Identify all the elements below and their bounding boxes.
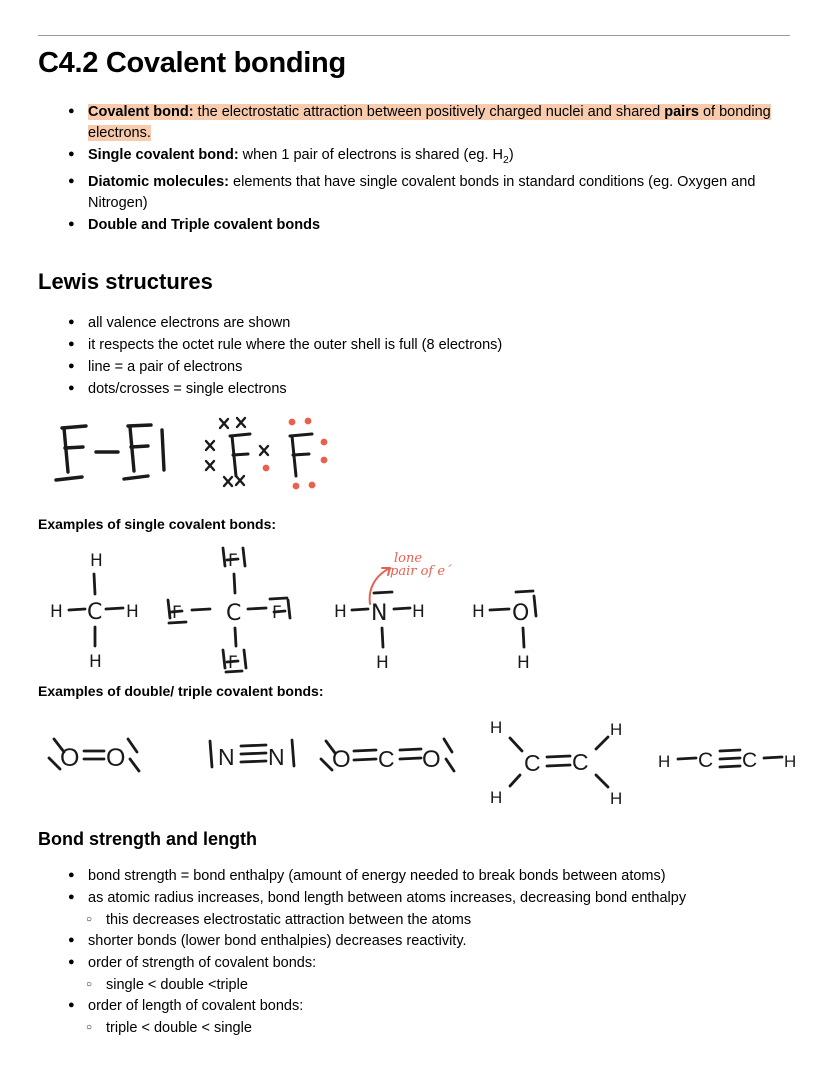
- atom-label-c: C: [87, 599, 103, 625]
- atom-label-o: O: [106, 743, 126, 772]
- atom-label-c: C: [572, 748, 589, 775]
- molecule-n2: [210, 740, 294, 770]
- caption-multi-bonds: Examples of double/ triple covalent bonds:: [38, 682, 324, 699]
- list-item: [62, 1018, 790, 1039]
- list-item: [62, 335, 790, 356]
- definition-text: elements that have single covalent bonds in standard conditions (eg. Oxygen and Nitrogen): [88, 173, 756, 211]
- list-item: [62, 910, 790, 931]
- list-item: [62, 866, 790, 887]
- list-item: [62, 996, 790, 1017]
- list-item-label: order of length of covalent bonds:: [88, 997, 304, 1014]
- atom-label-o: O: [332, 745, 351, 773]
- electron-dot: [263, 464, 270, 471]
- atom-label-h: H: [90, 550, 103, 571]
- section-heading-lewis: Lewis structures: [38, 268, 213, 294]
- molecule-nh3: [334, 592, 425, 673]
- multi-bond-molecule-diagrams: [38, 713, 798, 813]
- term-label: Diatomic molecules:: [88, 173, 230, 190]
- atom-label-h: H: [490, 717, 503, 737]
- list-item: [62, 313, 790, 334]
- atom-label-h: H: [517, 652, 530, 673]
- annotation-line-1: lone: [394, 550, 423, 566]
- annotation-lone-pair: [370, 551, 452, 604]
- atom-label-o: O: [512, 600, 530, 626]
- list-item-label: it respects the octet rule where the outer shell is full (8 electrons): [88, 336, 503, 353]
- list-item: [62, 172, 790, 214]
- list-item-label: shorter bonds (lower bond enthalpies) decreases reactivity.: [88, 932, 467, 949]
- atom-label-f: F: [228, 652, 238, 673]
- definition-text-tail: of bonding electrons.: [88, 104, 771, 141]
- atom-label-h: H: [610, 719, 623, 739]
- annotation-line-2: pair of e´: [390, 563, 452, 579]
- molecule-co2: [321, 739, 454, 773]
- list-item: [62, 953, 790, 974]
- atom-label-n: N: [218, 743, 235, 770]
- sub-bullet-list: [62, 910, 790, 931]
- list-item-label: triple < double < single: [106, 1019, 252, 1036]
- intro-bullet-list: [38, 102, 790, 236]
- term-label: Covalent bond:: [88, 104, 194, 120]
- caption-single-bonds: Examples of single covalent bonds:: [38, 515, 277, 532]
- definition-text: the electrostatic attraction between positively charged nuclei and shared: [193, 104, 665, 120]
- atom-label-h: H: [658, 751, 671, 771]
- definition-text: when 1 pair of electrons is shared (eg. H: [238, 147, 504, 163]
- list-item: [62, 357, 790, 378]
- single-bond-molecule-diagrams: [38, 542, 598, 677]
- list-item-label: all valence electrons are shown: [88, 314, 291, 331]
- list-item-label: dots/crosses = single electrons: [88, 380, 287, 397]
- emphasis-pairs: pairs: [664, 104, 699, 120]
- list-item-label: line = a pair of electrons: [88, 358, 243, 375]
- figure-multiple-covalent-bonds: [38, 713, 797, 813]
- list-item: [62, 102, 790, 144]
- fluorine-lewis-diagram: [38, 414, 368, 510]
- figure-single-covalent-bonds: [38, 542, 790, 677]
- list-item-label: as atomic radius increases, bond length between atoms increases, decreasing bond enthalpy: [88, 889, 687, 906]
- molecule-h2o: [472, 591, 536, 673]
- list-item-label: single < double <triple: [106, 976, 248, 993]
- list-item: [62, 888, 790, 909]
- list-item-label: order of strength of covalent bonds:: [88, 954, 317, 971]
- list-item: [62, 975, 790, 996]
- lewis-bullet-list: [38, 313, 790, 400]
- section-heading-bond-strength: Bond strength and length: [38, 828, 257, 849]
- list-item-label: this decreases electrostatic attraction between the atoms: [106, 911, 472, 928]
- atom-label-h: H: [472, 601, 485, 622]
- atom-label-h: H: [334, 601, 347, 622]
- list-item: [62, 215, 790, 236]
- molecule-cf4: [168, 548, 290, 673]
- header-divider: [38, 35, 790, 36]
- atom-label-c: C: [698, 748, 714, 772]
- atom-label-h: H: [784, 751, 797, 771]
- atom-label-n: N: [371, 600, 388, 626]
- atom-label-h: H: [89, 651, 102, 672]
- highlight-span: [88, 104, 771, 141]
- molecule-o2: [49, 739, 139, 772]
- list-item: [62, 931, 790, 952]
- atom-label-h: H: [412, 601, 425, 622]
- figure-lewis-fluorine: [38, 414, 790, 510]
- atom-label-c: C: [378, 745, 395, 772]
- term-label: Double and Triple covalent bonds: [88, 216, 321, 233]
- atom-label-c: C: [226, 600, 242, 626]
- atom-label-h: H: [376, 652, 389, 673]
- sub-bullet-list: [62, 975, 790, 996]
- atom-label-o: O: [422, 745, 441, 773]
- atom-label-h: H: [50, 601, 63, 622]
- definition-text-tail: ): [508, 147, 514, 163]
- bond-strength-bullet-list: [38, 866, 790, 1039]
- subscript-two: 2: [503, 154, 509, 166]
- atom-label-f: F: [272, 602, 282, 623]
- molecule-ethyne: [658, 749, 796, 772]
- atom-label-h: H: [610, 788, 623, 808]
- atom-label-n: N: [268, 743, 285, 770]
- list-item-label: bond strength = bond enthalpy (amount of energy needed to break bonds between atoms): [88, 867, 666, 884]
- atom-label-h: H: [490, 787, 503, 807]
- atom-label-f: F: [172, 602, 182, 623]
- atom-label-c: C: [742, 748, 758, 772]
- atom-label-c: C: [524, 749, 541, 776]
- atom-label-f: F: [228, 550, 238, 571]
- term-label: Single covalent bond:: [88, 147, 239, 163]
- sub-bullet-list: [62, 1018, 790, 1039]
- list-item: [62, 379, 790, 400]
- atom-label-h: H: [126, 601, 139, 622]
- page-title: C4.2 Covalent bonding: [38, 47, 346, 79]
- molecule-ethene: [490, 718, 622, 808]
- atom-label-o: O: [60, 743, 80, 772]
- list-item: [62, 145, 790, 171]
